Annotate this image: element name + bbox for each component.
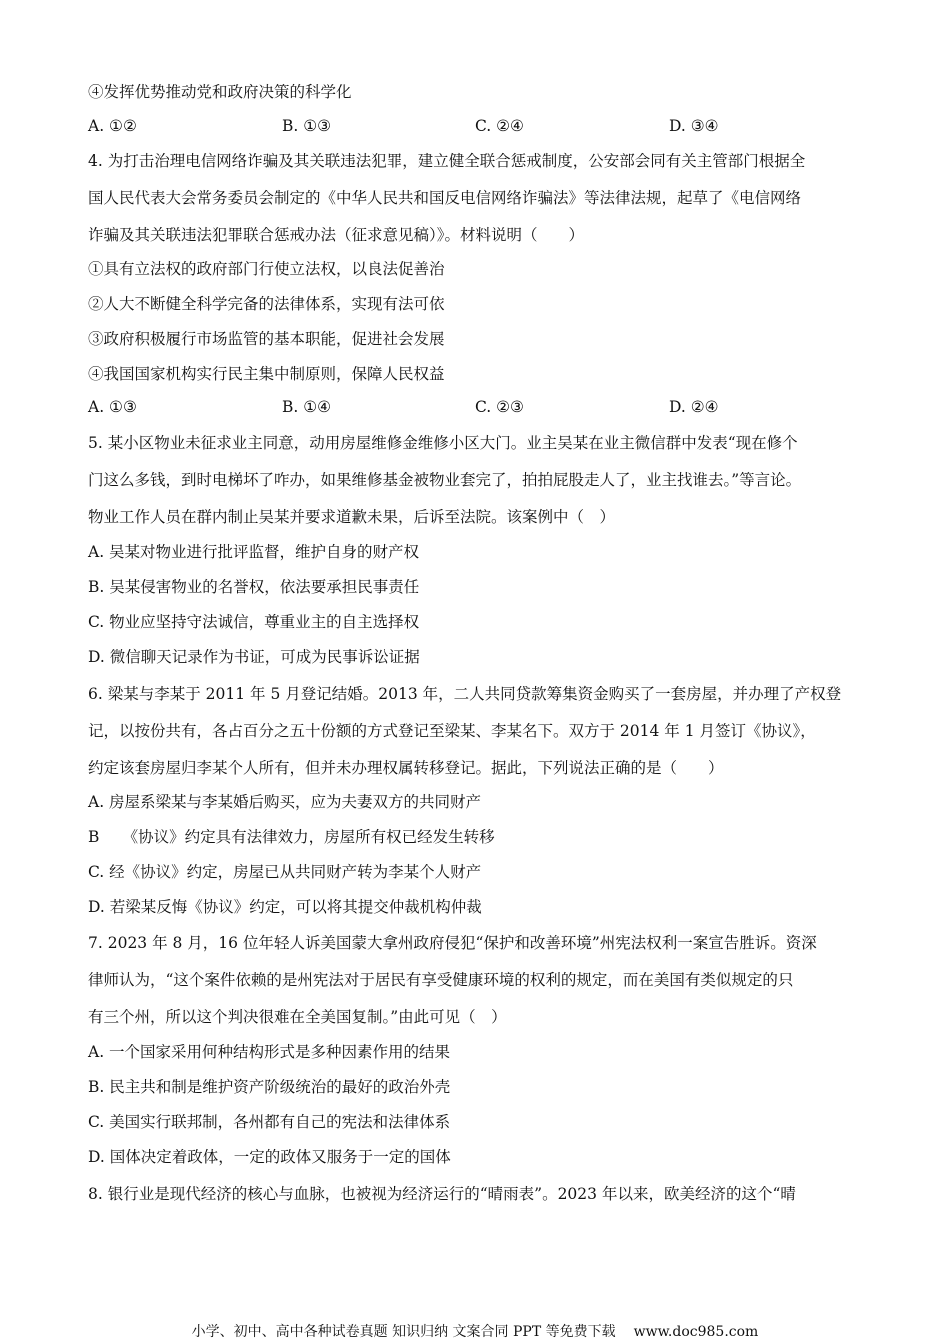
q4-option-a: A. ①③ [88,398,137,416]
q6-option-a: A. 房屋系梁某与李某婚后购买，应为夫妻双方的共同财产 [88,793,482,811]
q4-stem-line-3: 诈骗及其关联违法犯罪联合惩戒办法（征求意见稿）》。材料说明（ ） [88,226,585,244]
q3-item-4: ④发挥优势推动党和政府决策的科学化 [88,83,352,101]
q5-stem-line-2: 门这么多钱，到时电梯坏了咋办，如果维修基金被物业套完了，拍拍屁股走人了，业主找谁去。”等言论。 [88,471,802,489]
page-footer [0,1323,950,1341]
q7-option-c: C. 美国实行联邦制，各州都有自己的宪法和法律体系 [88,1113,451,1131]
q5-option-a: A. 吴某对物业进行批评监督，维护自身的财产权 [88,543,420,561]
q5-stem-line-3: 物业工作人员在群内制止吴某并要求道歉未果，后诉至法院。该案例中（ ） [88,508,616,526]
q3-option-c: C. ②④ [475,117,524,135]
q4-option-d: D. ②④ [669,398,719,416]
q5-stem-line-1: 5. 某小区物业未征求业主同意，动用房屋维修金维修小区大门。业主吴某在业主微信群中发表“现在修个 [88,434,798,452]
q7-option-b: B. 民主共和制是维护资产阶级统治的最好的政治外壳 [88,1078,451,1096]
q7-option-a: A. 一个国家采用何种结构形式是多种因素作用的结果 [88,1043,451,1061]
q5-option-d: D. 微信聊天记录作为书证，可成为民事诉讼证据 [88,648,420,666]
q3-option-d: D. ③④ [669,117,719,135]
footer-text: 小学、初中、高中各种试卷真题 知识归纳 文案合同 PPT 等免费下载 [191,1324,616,1340]
q4-stem-line-1: 4. 为打击治理电信网络诈骗及其关联违法犯罪，建立健全联合惩戒制度，公安部会同有关主管部门根据全 [88,152,806,170]
footer-link[interactable]: www.doc985.com [633,1324,759,1340]
q7-option-d: D. 国体决定着政体，一定的政体又服务于一定的国体 [88,1148,451,1166]
q7-stem-line-1: 7. 2023 年 8 月，16 位年轻人诉美国蒙大拿州政府侵犯“保护和改善环境”州宪法权利一案宣告胜诉。资深 [88,934,817,952]
q4-item-1: ①具有立法权的政府部门行使立法权，以良法促善治 [88,260,445,278]
q6-option-d: D. 若梁某反悔《协议》约定，可以将其提交仲裁机构仲裁 [88,898,482,916]
q4-option-b: B. ①④ [282,398,332,416]
q4-item-2: ②人大不断健全科学完备的法律体系，实现有法可依 [88,295,445,313]
q6-option-b: B 《协议》约定具有法律效力，房屋所有权已经发生转移 [88,828,495,846]
q7-stem-line-2: 律师认为，“这个案件依赖的是州宪法对于居民有享受健康环境的权利的规定，而在美国有类似规定的只 [88,971,794,989]
q4-item-3: ③政府积极履行市场监管的基本职能，促进社会发展 [88,330,445,348]
q6-option-c: C. 经《协议》约定，房屋已从共同财产转为李某个人财产 [88,863,482,881]
q5-option-b: B. 吴某侵害物业的名誉权，依法要承担民事责任 [88,578,420,596]
q5-option-c: C. 物业应坚持守法诚信，尊重业主的自主选择权 [88,613,420,631]
q6-stem-line-3: 约定该套房屋归李某个人所有，但并未办理权属转移登记。据此，下列说法正确的是（ ） [88,759,724,777]
q3-option-b: B. ①③ [282,117,332,135]
q3-option-a: A. ①② [88,117,137,135]
q4-option-c: C. ②③ [475,398,524,416]
q6-stem-line-1: 6. 梁某与李某于 2011 年 5 月登记结婚。2013 年，二人共同贷款筹集资金购买了一套房屋，并办理了产权登 [88,685,842,703]
q4-stem-line-2: 国人民代表大会常务委员会制定的《中华人民共和国反电信网络诈骗法》等法律法规，起草了《电信网络 [88,189,802,207]
q6-stem-line-2: 记，以按份共有，各占百分之五十份额的方式登记至梁某、李某名下。双方于 2014 年 1 月签订《协议》， [88,722,816,740]
q7-stem-line-3: 有三个州，所以这个判决很难在全美国复制。”由此可见（ ） [88,1008,507,1026]
q4-item-4: ④我国国家机构实行民主集中制原则，保障人民权益 [88,365,445,383]
q8-stem-line-1: 8. 银行业是现代经济的核心与血脉，也被视为经济运行的“晴雨表”。2023 年以来，欧美经济的这个“晴 [88,1185,796,1203]
